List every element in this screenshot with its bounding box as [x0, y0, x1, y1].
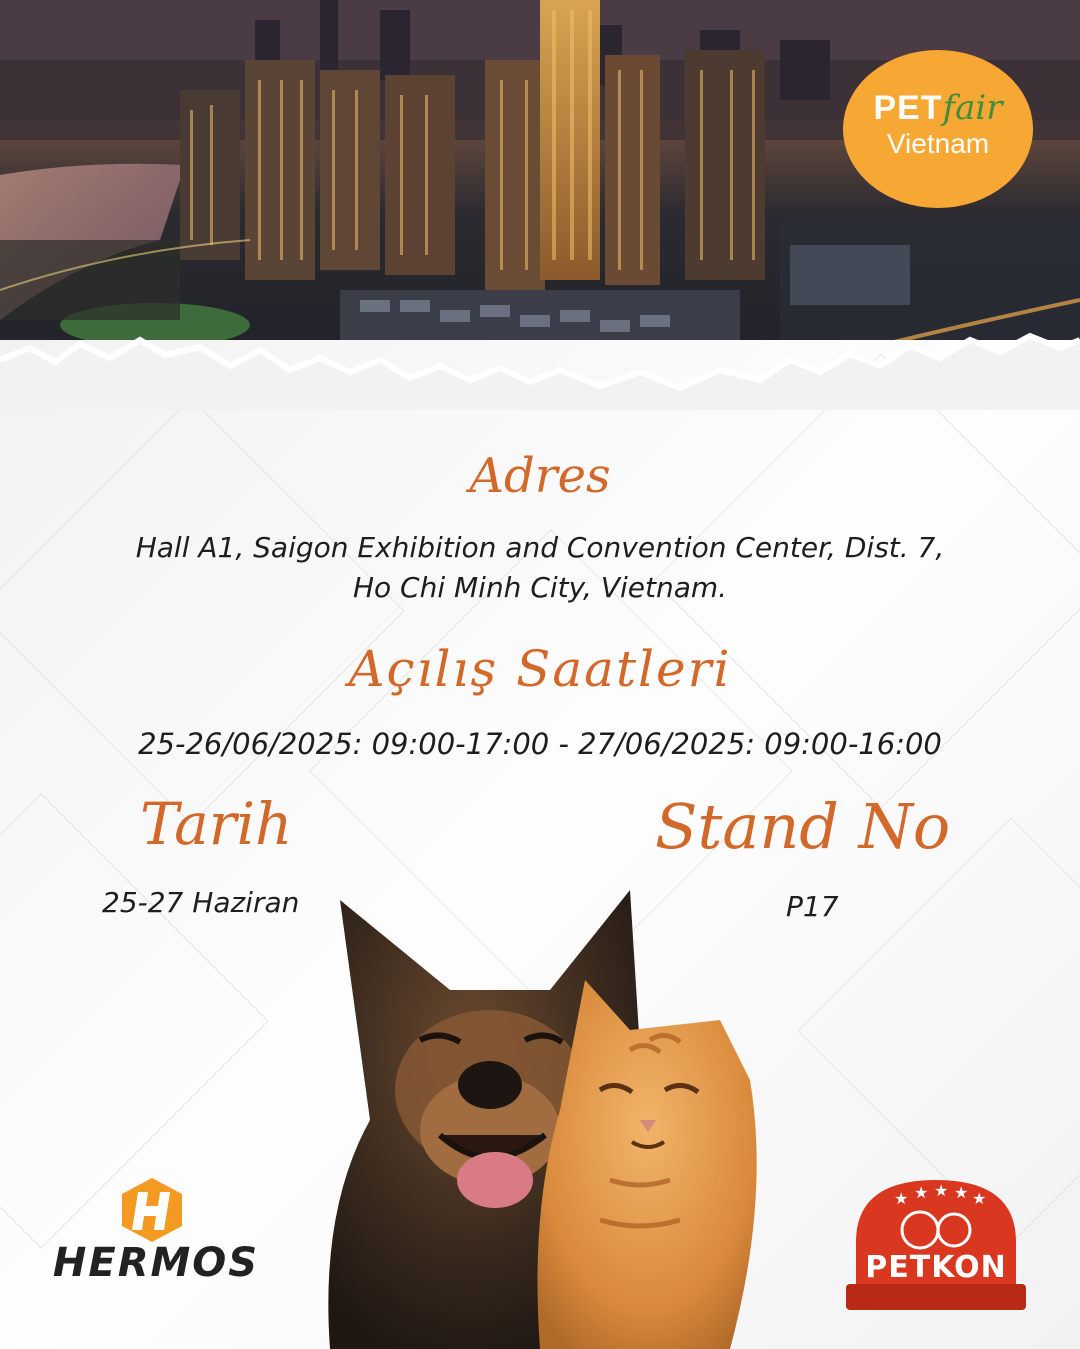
hermos-logo: [36, 1178, 276, 1288]
petfair-brand: [843, 88, 1033, 128]
star-icon: ★: [954, 1183, 969, 1202]
petfair-country: Vietnam: [886, 128, 990, 159]
star-icon: ★: [934, 1181, 949, 1200]
dog-and-cat-photo: [300, 880, 770, 1349]
petkon-wordmark: PETKON: [865, 1250, 1007, 1285]
address-line-2: Ho Chi Minh City, Vietnam.: [352, 571, 728, 604]
opening-hours-heading: Açılış Saatleri: [348, 640, 732, 698]
hermos-h-icon: [122, 1178, 182, 1242]
address-heading: Adres: [469, 448, 611, 504]
address-line-1: Hall A1, Saigon Exhibition and Convention Center, Dist. 7,: [135, 531, 945, 564]
petfair-brand-fair: fair: [942, 88, 1003, 128]
petkon-pets-icon: [836, 1172, 1036, 1322]
star-icon: ★: [914, 1183, 929, 1202]
star-icon: ★: [972, 1189, 987, 1208]
torn-paper-edge: [0, 300, 1080, 410]
petkon-logo: [836, 1172, 1036, 1322]
address-text: [0, 528, 1080, 608]
date-text: 25-27 Haziran: [102, 886, 300, 919]
stand-heading: Stand No: [655, 790, 951, 863]
star-icon: ★: [894, 1189, 909, 1208]
hermos-wordmark: HERMOS: [52, 1240, 260, 1286]
petfair-brand-pet: PET: [873, 89, 943, 127]
opening-hours-text: 25-26/06/2025: 09:00-17:00 - 27/06/2025: 09:00-16:00: [138, 727, 942, 761]
date-heading: Tarih: [140, 790, 293, 858]
stand-text: P17: [786, 890, 839, 923]
petfair-vietnam-logo: [843, 50, 1033, 208]
